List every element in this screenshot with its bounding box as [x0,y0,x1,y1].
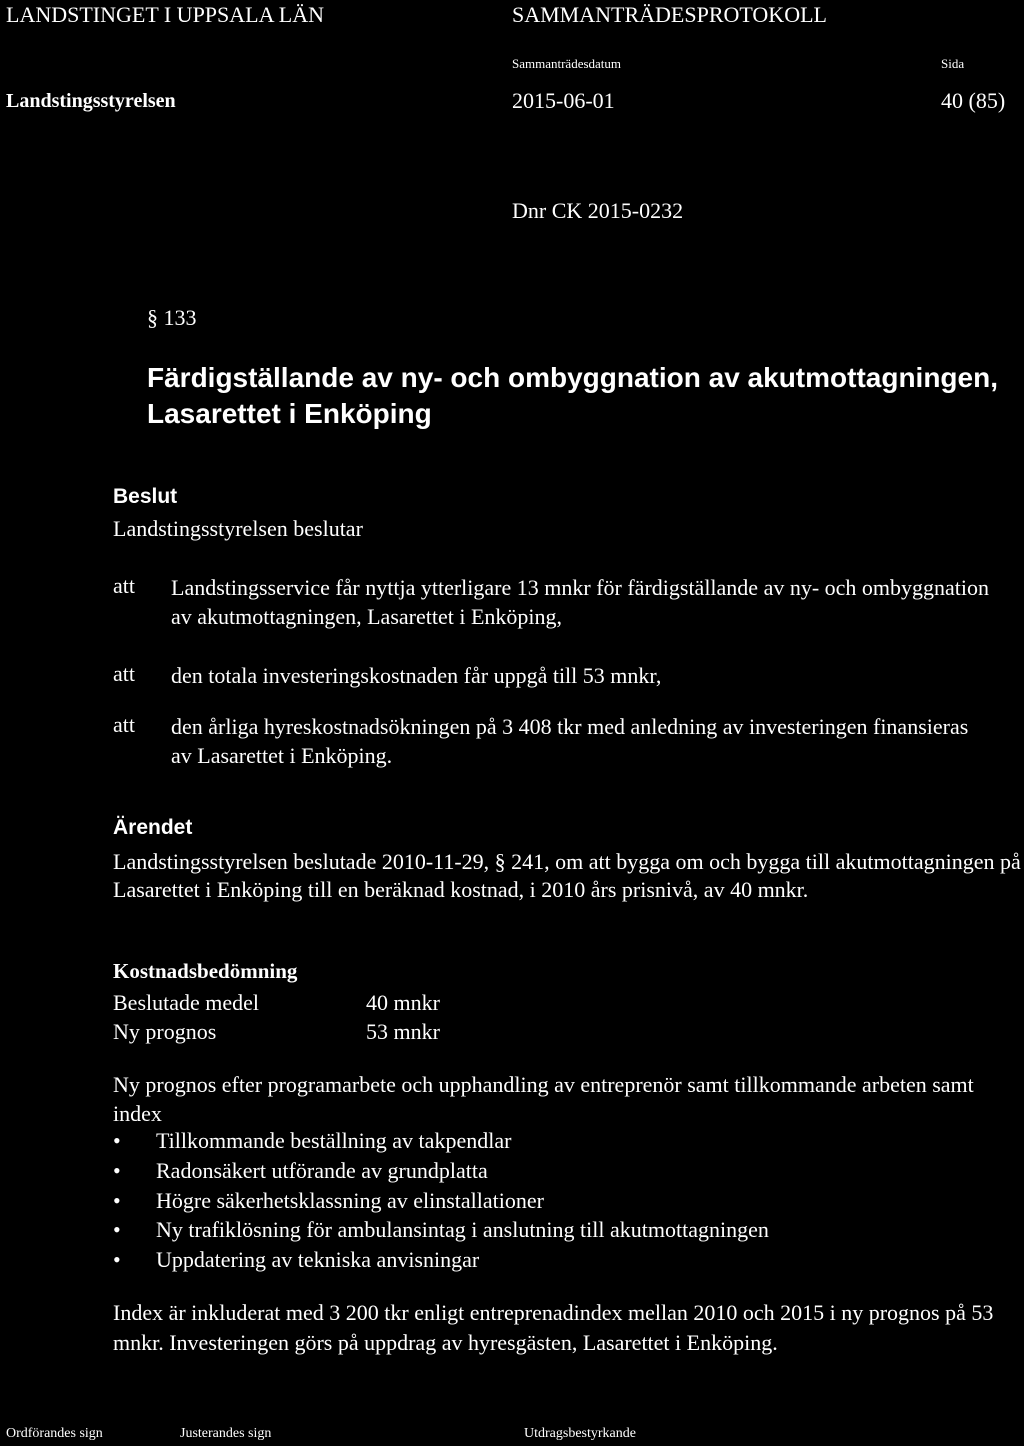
cost-value: 53 mnkr [366,1019,440,1044]
decision-prefix: att [113,573,135,598]
beslut-heading: Beslut [113,485,178,508]
cost-label: Beslutade medel [113,990,260,1015]
bullet-icon: • [113,1128,121,1153]
cost-value: 40 mnkr [366,990,440,1015]
list-item: Tillkommande beställning av takpendlar [156,1128,512,1153]
date-label: Sammanträdesdatum [512,56,622,71]
list-item: Uppdatering av tekniska anvisningar [156,1247,480,1272]
decision-prefix: att [113,661,135,686]
cost-label: Ny prognos [113,1019,217,1044]
decision-item: den totala investeringskostnaden får uppgå till 53 mnkr, [171,663,662,688]
list-item: Ny trafiklösning för ambulansintag i anslutning till akutmottagningen [156,1217,769,1242]
adjuster-sign-label: Justerandes sign [180,1426,272,1441]
page-title: Färdigställande av ny- och ombyggnation av akutmottagningen, Lasarettet i Enköping [147,362,998,429]
bullet-icon: • [113,1217,121,1242]
reference-number: Dnr CK 2015-0232 [512,198,684,223]
paragraph-number: § 133 [147,305,197,330]
page-number: 40 (85) [941,88,1006,113]
beslut-intro: Landstingsstyrelsen beslutar [113,516,363,541]
board-name: Landstingsstyrelsen [6,90,176,112]
document-type: SAMMANTRÄDESPROTOKOLL [512,2,827,27]
decision-prefix: att [113,712,135,737]
decision-item: den årliga hyreskostnadsökningen på 3 408 tkr med anledning av investeringen finansieras av Lasarettet i Enköping. [171,714,969,768]
index-text: Index är inkluderat med 3 200 tkr enligt entreprenadindex mellan 2010 och 2015 i ny prognos på 53 mnkr. Investeringen görs på uppdrag av hyresgästen, Lasarettet i Enköping. [113,1300,994,1355]
arendet-heading: Ärendet [113,816,193,839]
list-item: Högre säkerhetsklassning av elinstallationer [156,1188,544,1213]
list-item: Radonsäkert utförande av grundplatta [156,1158,488,1183]
bullet-icon: • [113,1247,121,1272]
bullet-icon: • [113,1188,121,1213]
prognos-intro: Ny prognos efter programarbete och upphandling av entreprenör samt tillkommande arbeten samt index [113,1072,974,1126]
decision-item: Landstingsservice får nyttja ytterligare 13 mnkr för färdigställande av ny- och ombyggnation av akutmottagningen, Lasarettet i Enköping, [171,575,990,629]
extract-cert-label: Utdragsbestyrkande [524,1426,636,1441]
bullet-icon: • [113,1158,121,1183]
chair-sign-label: Ordförandes sign [6,1426,103,1441]
kostnad-heading: Kostnadsbedömning [113,959,298,983]
meeting-date: 2015-06-01 [512,88,615,113]
page-label: Sida [941,56,965,71]
organization-name: LANDSTINGET I UPPSALA LÄN [6,2,324,27]
arendet-text: Landstingsstyrelsen beslutade 2010-11-29, § 241, om att bygga om och bygga till akutmottagningen på Lasarettet i Enköping till en beräknad kostnad, i 2010 års prisnivå, av 40 mnkr. [113,849,1021,902]
